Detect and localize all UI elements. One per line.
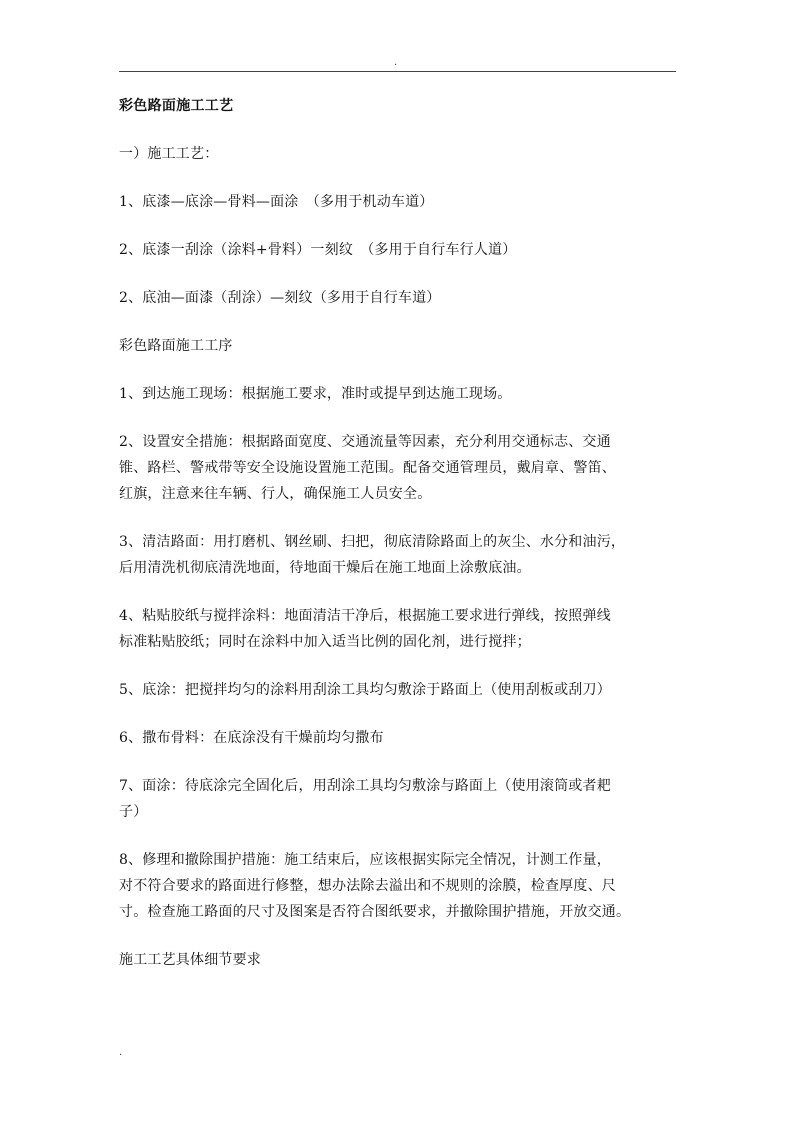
step-6-line-1: 6、撒布骨料：在底涂没有干燥前均匀撒布 (119, 730, 384, 746)
step-2 (119, 429, 675, 507)
step-7 (119, 773, 675, 825)
step-7-line-2: 子） (119, 804, 148, 820)
document-title: 彩色路面施工工艺 (119, 98, 234, 114)
step-5-line-1: 5、底涂：把搅拌均匀的涂料用刮涂工具均匀敷涂于路面上（使用刮板或刮刀） (119, 682, 611, 698)
step-1 (119, 381, 675, 407)
step-4-line-2: 标准粘贴胶纸；同时在涂料中加入适当比例的固化剂，进行搅拌； (119, 634, 531, 650)
step-6 (119, 725, 675, 751)
section-heading-process: 一）施工工艺： (119, 146, 219, 162)
step-4 (119, 603, 675, 655)
step-5 (119, 677, 675, 703)
section-heading-details: 施工工艺具体细节要求 (119, 952, 261, 968)
method-item-1: 1、底漆—底涂—骨料—面涂 （多用于机动车道） (119, 194, 434, 210)
header-rule (119, 71, 676, 72)
step-8-line-2: 对不符合要求的路面进行修整，想办法除去溢出和不规则的涂膜，检查厚度、尺 (119, 878, 616, 894)
step-2-line-2: 锥、路栏、警戒带等安全设施设置施工范围。配备交通管理员，戴肩章、警笛、 (119, 460, 616, 476)
step-8 (119, 847, 675, 925)
step-8-line-1: 8、修理和撤除围护措施：施工结束后，应该根据实际完全情况，计测工作量， (119, 852, 611, 868)
step-7-line-1: 7、面涂：待底涂完全固化后，用刮涂工具均匀敷涂与路面上（使用滚筒或者耙 (119, 778, 611, 794)
step-2-line-1: 2、设置安全措施：根据路面宽度、交通流量等因素，充分利用交通标志、交通 (119, 434, 611, 450)
section-heading-procedure: 彩色路面施工工序 (119, 338, 233, 354)
step-1-line-1: 1、到达施工现场：根据施工要求，准时或提早到达施工现场。 (119, 386, 512, 402)
step-4-line-1: 4、粘贴胶纸与搅拌涂料：地面清洁干净后，根据施工要求进行弹线，按照弹线 (119, 608, 611, 624)
footer-mark: . (119, 1047, 123, 1058)
method-item-2: 2、底漆一刮涂（涂料+骨料）一刻纹 （多用于自行车行人道） (119, 242, 517, 258)
method-item-3: 2、底油—面漆（刮涂）—刻纹（多用于自行车道） (119, 290, 441, 306)
document-body (119, 93, 675, 973)
step-3 (119, 529, 675, 581)
header-mark: . (394, 57, 398, 68)
step-3-line-2: 后用清洗机彻底清洗地面，待地面干燥后在施工地面上涂敷底油。 (119, 560, 531, 576)
step-3-line-1: 3、清洁路面：用打磨机、钢丝刷、扫把，彻底清除路面上的灰尘、水分和油污， (119, 534, 626, 550)
step-8-line-3: 寸。检查施工路面的尺寸及图案是否符合图纸要求，并撤除围护措施，开放交通。 (119, 904, 631, 920)
step-2-line-3: 红旗，注意来往车辆、行人，确保施工人员安全。 (119, 486, 432, 502)
